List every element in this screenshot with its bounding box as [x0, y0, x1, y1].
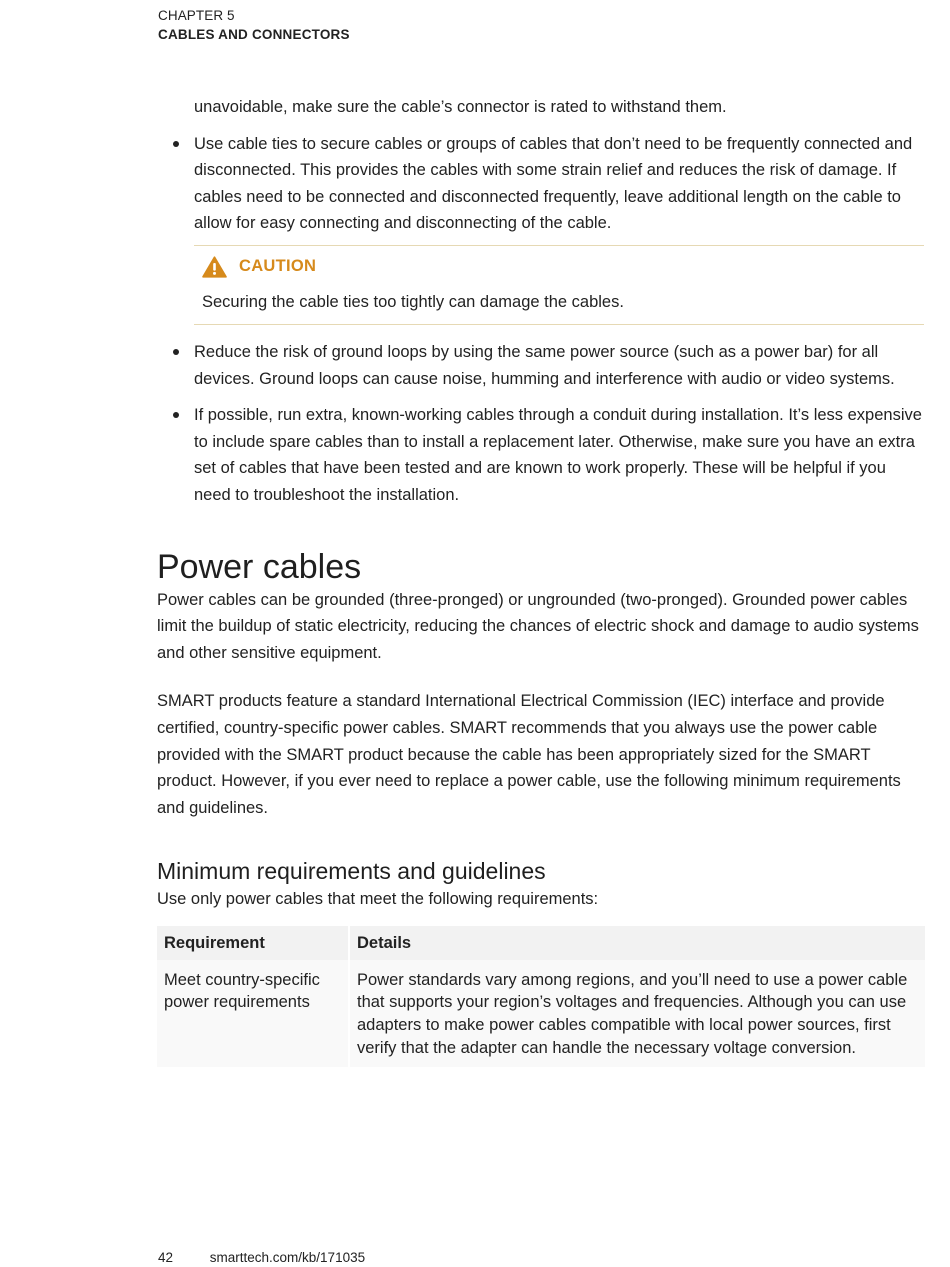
requirements-table — [157, 926, 925, 1067]
subsection-title: Minimum requirements and guidelines — [157, 858, 546, 885]
list-item-text: If possible, run extra, known-working cables through a conduit during installation. It’s less expensive to include spare cables than to install a replacement later. Otherwise, make sure you have an extra set of cables that have been tested and are known to work properly. These will be helpful if you need to troubleshoot the installation. — [194, 406, 922, 504]
chapter-title: CABLES AND CONNECTORS — [158, 27, 350, 42]
table-cell-details: Power standards vary among regions, and you’ll need to use a power cable that supports your region’s voltages and frequencies. Although you can use adapters to make power cables compatible with local power sources, first verify that the adapter can handle the necessary voltage conversion. — [350, 960, 925, 1067]
paragraph: SMART products feature a standard International Electrical Commission (IEC) interface and provide certified, country-specific power cables. SMART recommends that you always use the power cable provided with the SMART product because the cable has been appropriately sized for the SMART product. However, if you ever need to replace a power cable, use the following minimum requirements and guidelines. — [157, 692, 901, 817]
bullet-icon — [173, 412, 179, 418]
section-title: Power cables — [157, 547, 362, 586]
page-number: 42 — [158, 1250, 174, 1265]
bullet-icon — [173, 349, 179, 355]
paragraph: Power cables can be grounded (three-pronged) or ungrounded (two-pronged). Grounded power cables limit the buildup of static electricity, reducing the chances of electric shock and damage to audio systems and other sensitive equipment. — [157, 590, 919, 662]
page-footer — [158, 1250, 365, 1265]
bullet-list-bottom — [157, 339, 924, 509]
page-content — [157, 94, 924, 1067]
caution-callout — [194, 245, 924, 325]
table-row — [157, 960, 925, 1067]
caution-title: CAUTION — [239, 257, 317, 276]
page-header — [158, 7, 350, 45]
bullet-icon — [173, 141, 179, 147]
footer-url: smarttech.com/kb/171035 — [209, 1250, 366, 1265]
warning-triangle-icon — [202, 256, 227, 278]
caution-header — [202, 254, 916, 280]
list-item-text: Use cable ties to secure cables or groups of cables that don’t need to be frequently connected and disconnected. This provides the cables with some strain relief and reduces the risk of damage. If cables need to be connected and disconnected frequently, leave additional length on the cable to allow for easy connecting and disconnecting of the cable. — [194, 134, 913, 233]
list-item — [157, 339, 924, 392]
column-header-details: Details — [350, 926, 925, 960]
list-item — [157, 402, 924, 508]
column-header-requirement: Requirement — [157, 926, 350, 960]
list-item-text: Reduce the risk of ground loops by using the same power source (such as a power bar) for all devices. Ground loops can cause noise, humming and interference with audio or video systems. — [194, 342, 895, 388]
list-item — [157, 131, 924, 237]
table-cell-requirement: Meet country-specific power requirements — [157, 960, 350, 1067]
caution-text: Securing the cable ties too tightly can damage the cables. — [202, 292, 624, 311]
table-header-row — [157, 926, 925, 960]
bullet-list-top — [157, 131, 924, 237]
chapter-label: CHAPTER 5 — [158, 8, 235, 23]
continued-bullet-text: unavoidable, make sure the cable’s connector is rated to withstand them. — [194, 98, 727, 116]
table-intro: Use only power cables that meet the following requirements: — [157, 890, 599, 909]
